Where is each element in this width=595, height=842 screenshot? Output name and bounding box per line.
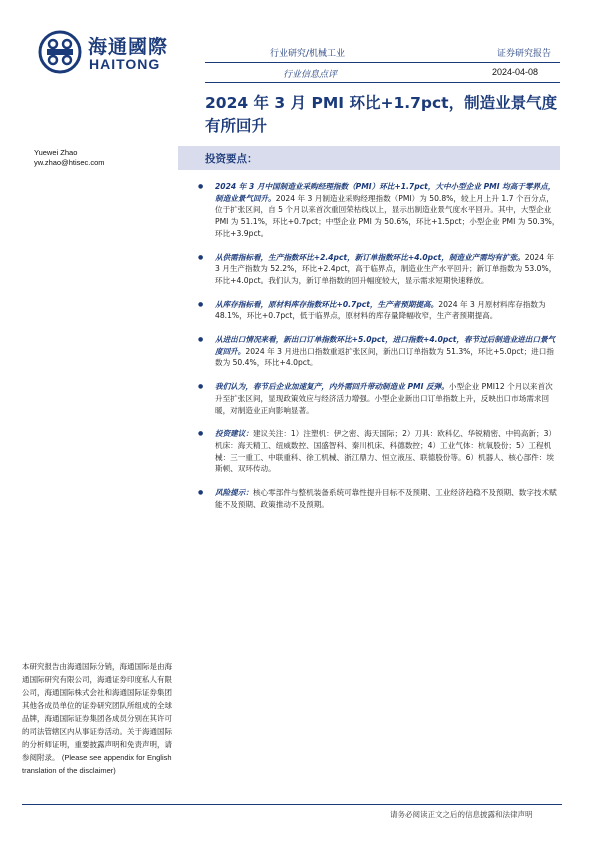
key-point-head: 投资建议：	[215, 429, 253, 439]
author-name: Yuewei Zhao	[34, 148, 78, 157]
disclaimer-note	[22, 660, 178, 777]
author-block	[34, 148, 105, 168]
section-title: 投资要点：	[205, 153, 258, 165]
author-email[interactable]: yw.zhao@htisec.com	[34, 158, 105, 167]
company-logo	[38, 30, 178, 78]
header-sub-type: 行业信息点评	[283, 70, 338, 80]
logo-name-en: HAITONG	[89, 56, 161, 72]
report-title: 2024 年 3 月 PMI 环比+1.7pct，制造业景气度有所回升	[205, 94, 558, 135]
footer-divider	[22, 804, 562, 805]
key-point-item	[198, 487, 560, 510]
key-point-item	[198, 334, 560, 369]
key-point-body: 核心零部件与整机装备系统可靠性提升目标不及预期、工业经济趋稳不及预期、数字技术赋能不及预期、政策推动不及预期。	[215, 488, 557, 509]
key-point-item	[198, 381, 560, 416]
report-header	[0, 0, 595, 88]
key-point-item	[198, 299, 560, 322]
disclaimer-text-en: (Please see appendix for English translation of the disclaimer)	[22, 753, 172, 775]
key-point-head: 从供需指标看，生产指数环比+2.4pct，新订单指数环比+4.0pct，制造业产需均有扩张。	[215, 252, 525, 262]
key-point-body: 2024 年 3 月生产指数为 52.2%，环比+2.4pct，高于临界点，制造业生产水平回升；新订单指数为 53.0%，环比+4.0pct。我们认为，新订单指数的回升幅度较大，显示需求短期快速释放。	[215, 252, 557, 285]
key-point-head: 我们认为，春节后企业加速复产，内外需回升带动制造业 PMI 反弹。	[215, 382, 449, 392]
key-point-item	[198, 428, 560, 475]
header-divider-bottom	[205, 82, 560, 83]
key-point-head: 2024 年 3 月中国制造业采购经理指数（PMI）环比+1.7pct，大中小型企业 PMI 均高于零界点，制造业景气回升。	[215, 182, 556, 203]
key-point-item	[198, 181, 560, 240]
logo-name-cn: 海通國際	[88, 36, 169, 58]
key-point-body: 建议关注：1）注塑机：伊之密、海天国际；2）刀具：欧科亿、华锐精密、中钨高新；3）机床：海天精工、纽威数控、国盛智科、秦川机床、科德数控；4）工业气体：杭氧股份；5）工程机械：三一重工、中联重科、徐工机械、浙江鼎力、恒立液压、联德股份等。6）机器人、核心部件：埃斯顿、双环传动。	[215, 429, 557, 474]
header-industry: 行业研究/机械工业	[270, 49, 346, 59]
key-point-head: 从库存指标看，原材料库存指数环比+0.7pct，生产者预期提高。	[215, 299, 439, 309]
header-report-type: 证券研究报告	[497, 49, 552, 59]
report-date: 2024-04-08	[492, 67, 539, 77]
key-point-body: 2024 年 3 月原材料库存指数为 48.1%，环比+0.7pct，低于临界点，原材料的库存量降幅收窄，生产者预期提高。	[215, 299, 546, 321]
key-point-head: 风险提示：	[215, 488, 253, 498]
key-points-list	[198, 181, 560, 522]
header-divider-top	[205, 62, 560, 63]
haitong-logo-icon	[38, 30, 82, 74]
key-point-body: 2024 年 3 月进出口指数重返扩张区间，新出口订单指数为 51.3%，环比+5.0pct；进口指数为 50.4%，环比+4.0pct。	[215, 346, 554, 368]
key-point-body: 小型企业 PMI12 个月以来首次升至扩张区间，显现政策效应与经济活力增强。小型企业新出口订单指数上升，反映出口市场需求回暖，对制造业正向影响显著。	[215, 382, 553, 415]
key-point-body: 2024 年 3 月制造业采购经理指数（PMI）为 50.8%，较上月上升 1.7 个百分点，位于扩张区间，自 5 个月以来首次重回荣枯线以上，显示出制造业景气度水平回升。其中，大型企业 PMI 为 51.1%，环比+0.7pct；中型企业 PMI 为 50.6%，环比+1.5pct；小型企业 PMI 为 50.3%，环比+3.9pct。	[215, 193, 560, 238]
footer-notice: 请务必阅读正文之后的信息披露和法律声明	[390, 810, 533, 819]
key-point-item	[198, 252, 560, 287]
key-point-head: 从进出口情况来看，新出口订单指数环比+5.0pct，进口指数+4.0pct，春节过后制造业进出口景气度回升。	[215, 335, 556, 356]
disclaimer-text-cn: 本研究报告由海通国际分销，海通国际是由海通国际研究有限公司，海通证券印度私人有限公司，海通国际株式会社和海通国际证券集团其他各成员单位的证券研究团队所组成的全球品牌，海通国际证券集团各成员分别在其许可的司法管辖区内从事证券活动。关于海通国际的分析师证明，重要披露声明和免责声明，请参阅附录。	[22, 662, 172, 762]
